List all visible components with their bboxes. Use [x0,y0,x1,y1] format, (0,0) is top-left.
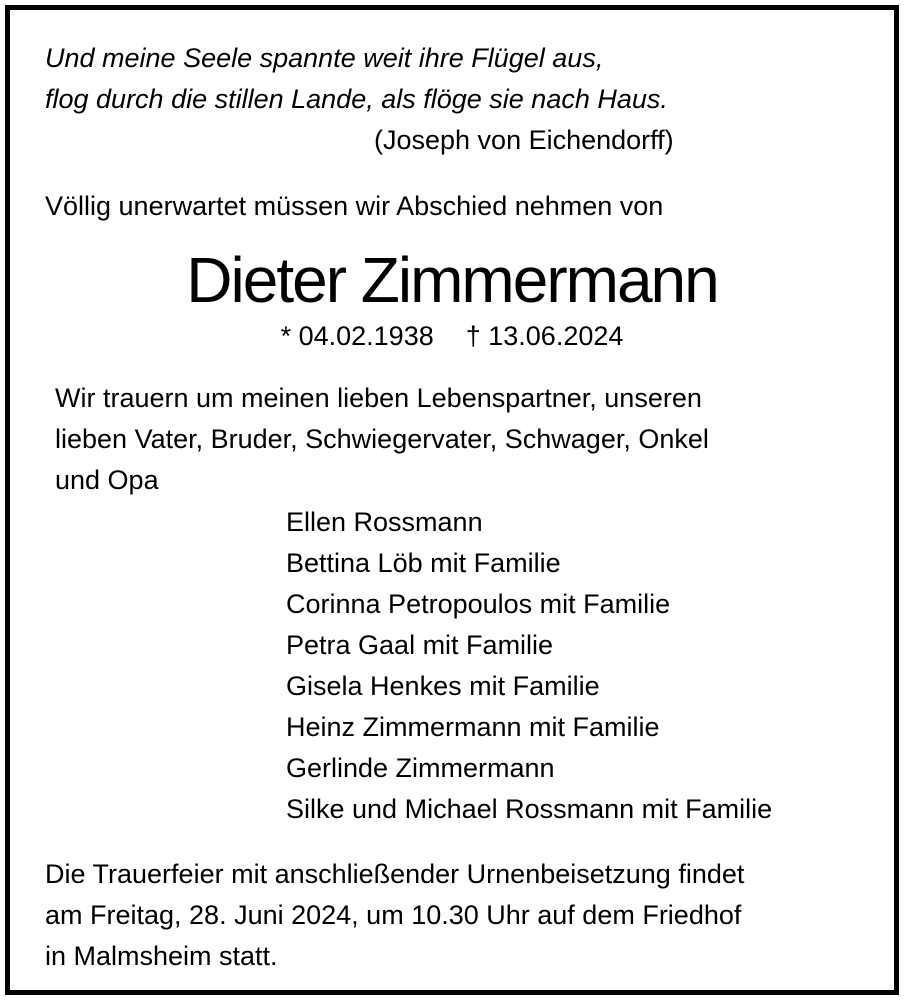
life-dates [0,323,904,350]
deceased-name: Dieter Zimmermann [186,244,718,316]
birth-date: * 04.02.1938 [280,321,434,351]
mourning-line-1: Wir trauern um meinen lieben Lebenspartner, unseren [55,383,702,413]
mourner-name: Gerlinde Zimmermann [286,753,555,783]
quote-line-2: flog durch die stillen Lande, als flöge sie nach Haus. [45,84,668,114]
intro-text: Völlig unerwartet müssen wir Abschied nehmen von [45,191,664,221]
service-line-2: am Freitag, 28. Juni 2024, um 10.30 Uhr auf dem Friedhof [45,900,742,930]
quote-author: (Joseph von Eichendorff) [374,125,674,155]
death-date: † 13.06.2024 [465,321,624,351]
mourner-name: Ellen Rossmann [286,507,483,537]
quote-line-1: Und meine Seele spannte weit ihre Flügel aus, [45,43,604,73]
mourner-name: Petra Gaal mit Familie [286,630,554,660]
mourner-name: Bettina Löb mit Familie [286,548,561,578]
mourner-name: Gisela Henkes mit Familie [286,671,600,701]
mourner-name: Heinz Zimmermann mit Familie [286,712,660,742]
service-line-1: Die Trauerfeier mit anschließender Urnenbeisetzung findet [45,859,745,889]
mourner-name: Silke und Michael Rossmann mit Familie [286,794,773,824]
service-line-3: in Malmsheim statt. [45,941,278,971]
mourning-line-3: und Opa [55,465,159,495]
mourner-name: Corinna Petropoulos mit Familie [286,589,671,619]
mourning-line-2: lieben Vater, Bruder, Schwiegervater, Schwager, Onkel [55,424,709,454]
